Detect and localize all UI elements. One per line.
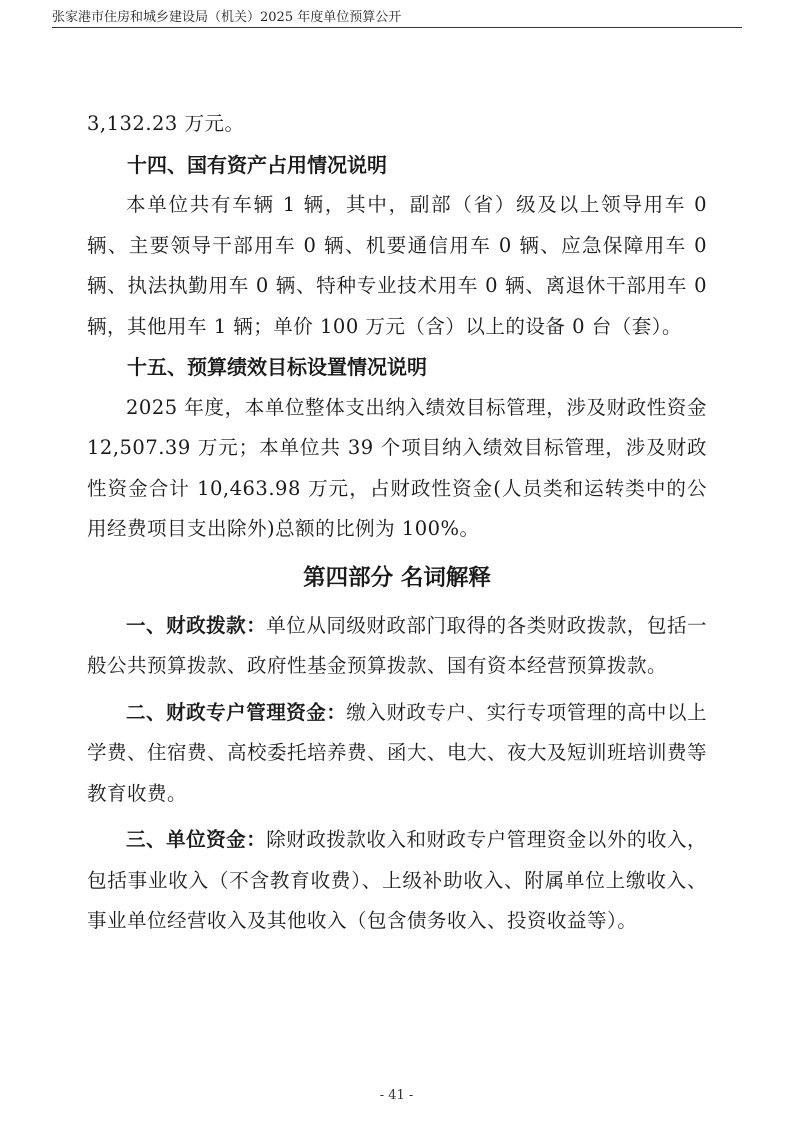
term-definition: 除财政拨款收入和财政专户管理资金以外的收入，包括事业收入（不含教育收费）、上级补助收入、附属单位上缴收入、事业单位经营收入及其他收入（包含债务收入、投资收益等）。 xyxy=(87,828,707,932)
section-14-text: 本单位共有车辆 1 辆，其中，副部（省）级及以上领导用车 0 辆、主要领导干部用车 0 辆、机要通信用车 0 辆、应急保障用车 0 辆、执法执勤用车 0 辆、特种专业技术用车 0 辆、离退休干部用车 0 辆，其他用车 1 辆；单价 100 万元（含）以上的设备 0 台（套）。 xyxy=(87,193,707,338)
term-label: 二、财政专户管理资金： xyxy=(126,700,347,724)
term-definition: 缴入财政专户、实行专项管理的高中以上学费、住宿费、高校委托培养费、函大、电大、夜大及短训班培训费等教育收费。 xyxy=(87,700,708,805)
running-header: 张家港市住房和城乡建设局（机关）2025 年度单位预算公开 xyxy=(52,10,402,25)
part-4-title: 第四部分 名词解释 xyxy=(303,564,491,591)
definition-special-account-funds xyxy=(87,693,707,815)
section-14-heading: 十四、国有资产占用情况说明 xyxy=(127,152,387,177)
definition-unit-funds xyxy=(87,820,707,942)
section-15-text: 2025 年度，本单位整体支出纳入绩效目标管理，涉及财政性资金 12,507.39 万元；本单位共 39 个项目纳入绩效目标管理，涉及财政性资金合计 10,463.98 万元，占财政性资金(人员类和运转类中的公用经费项目支出除外)总额的比例为 100%。 xyxy=(87,395,707,540)
term-definition: 单位从同级财政部门取得的各类财政拨款，包括一般公共预算拨款、政府性基金预算拨款、国有资本经营预算拨款。 xyxy=(87,613,707,677)
term-label: 一、财政拨款： xyxy=(126,613,267,637)
term-label: 三、单位资金： xyxy=(126,828,267,851)
section-15-heading: 十五、预算绩效目标设置情况说明 xyxy=(127,355,427,379)
page-number: - 41 - xyxy=(379,1088,414,1103)
page-content xyxy=(87,104,707,942)
continuation-text: 3,132.23 万元。 xyxy=(87,112,245,135)
definition-fiscal-appropriation xyxy=(87,606,707,687)
header-rule xyxy=(52,27,742,28)
